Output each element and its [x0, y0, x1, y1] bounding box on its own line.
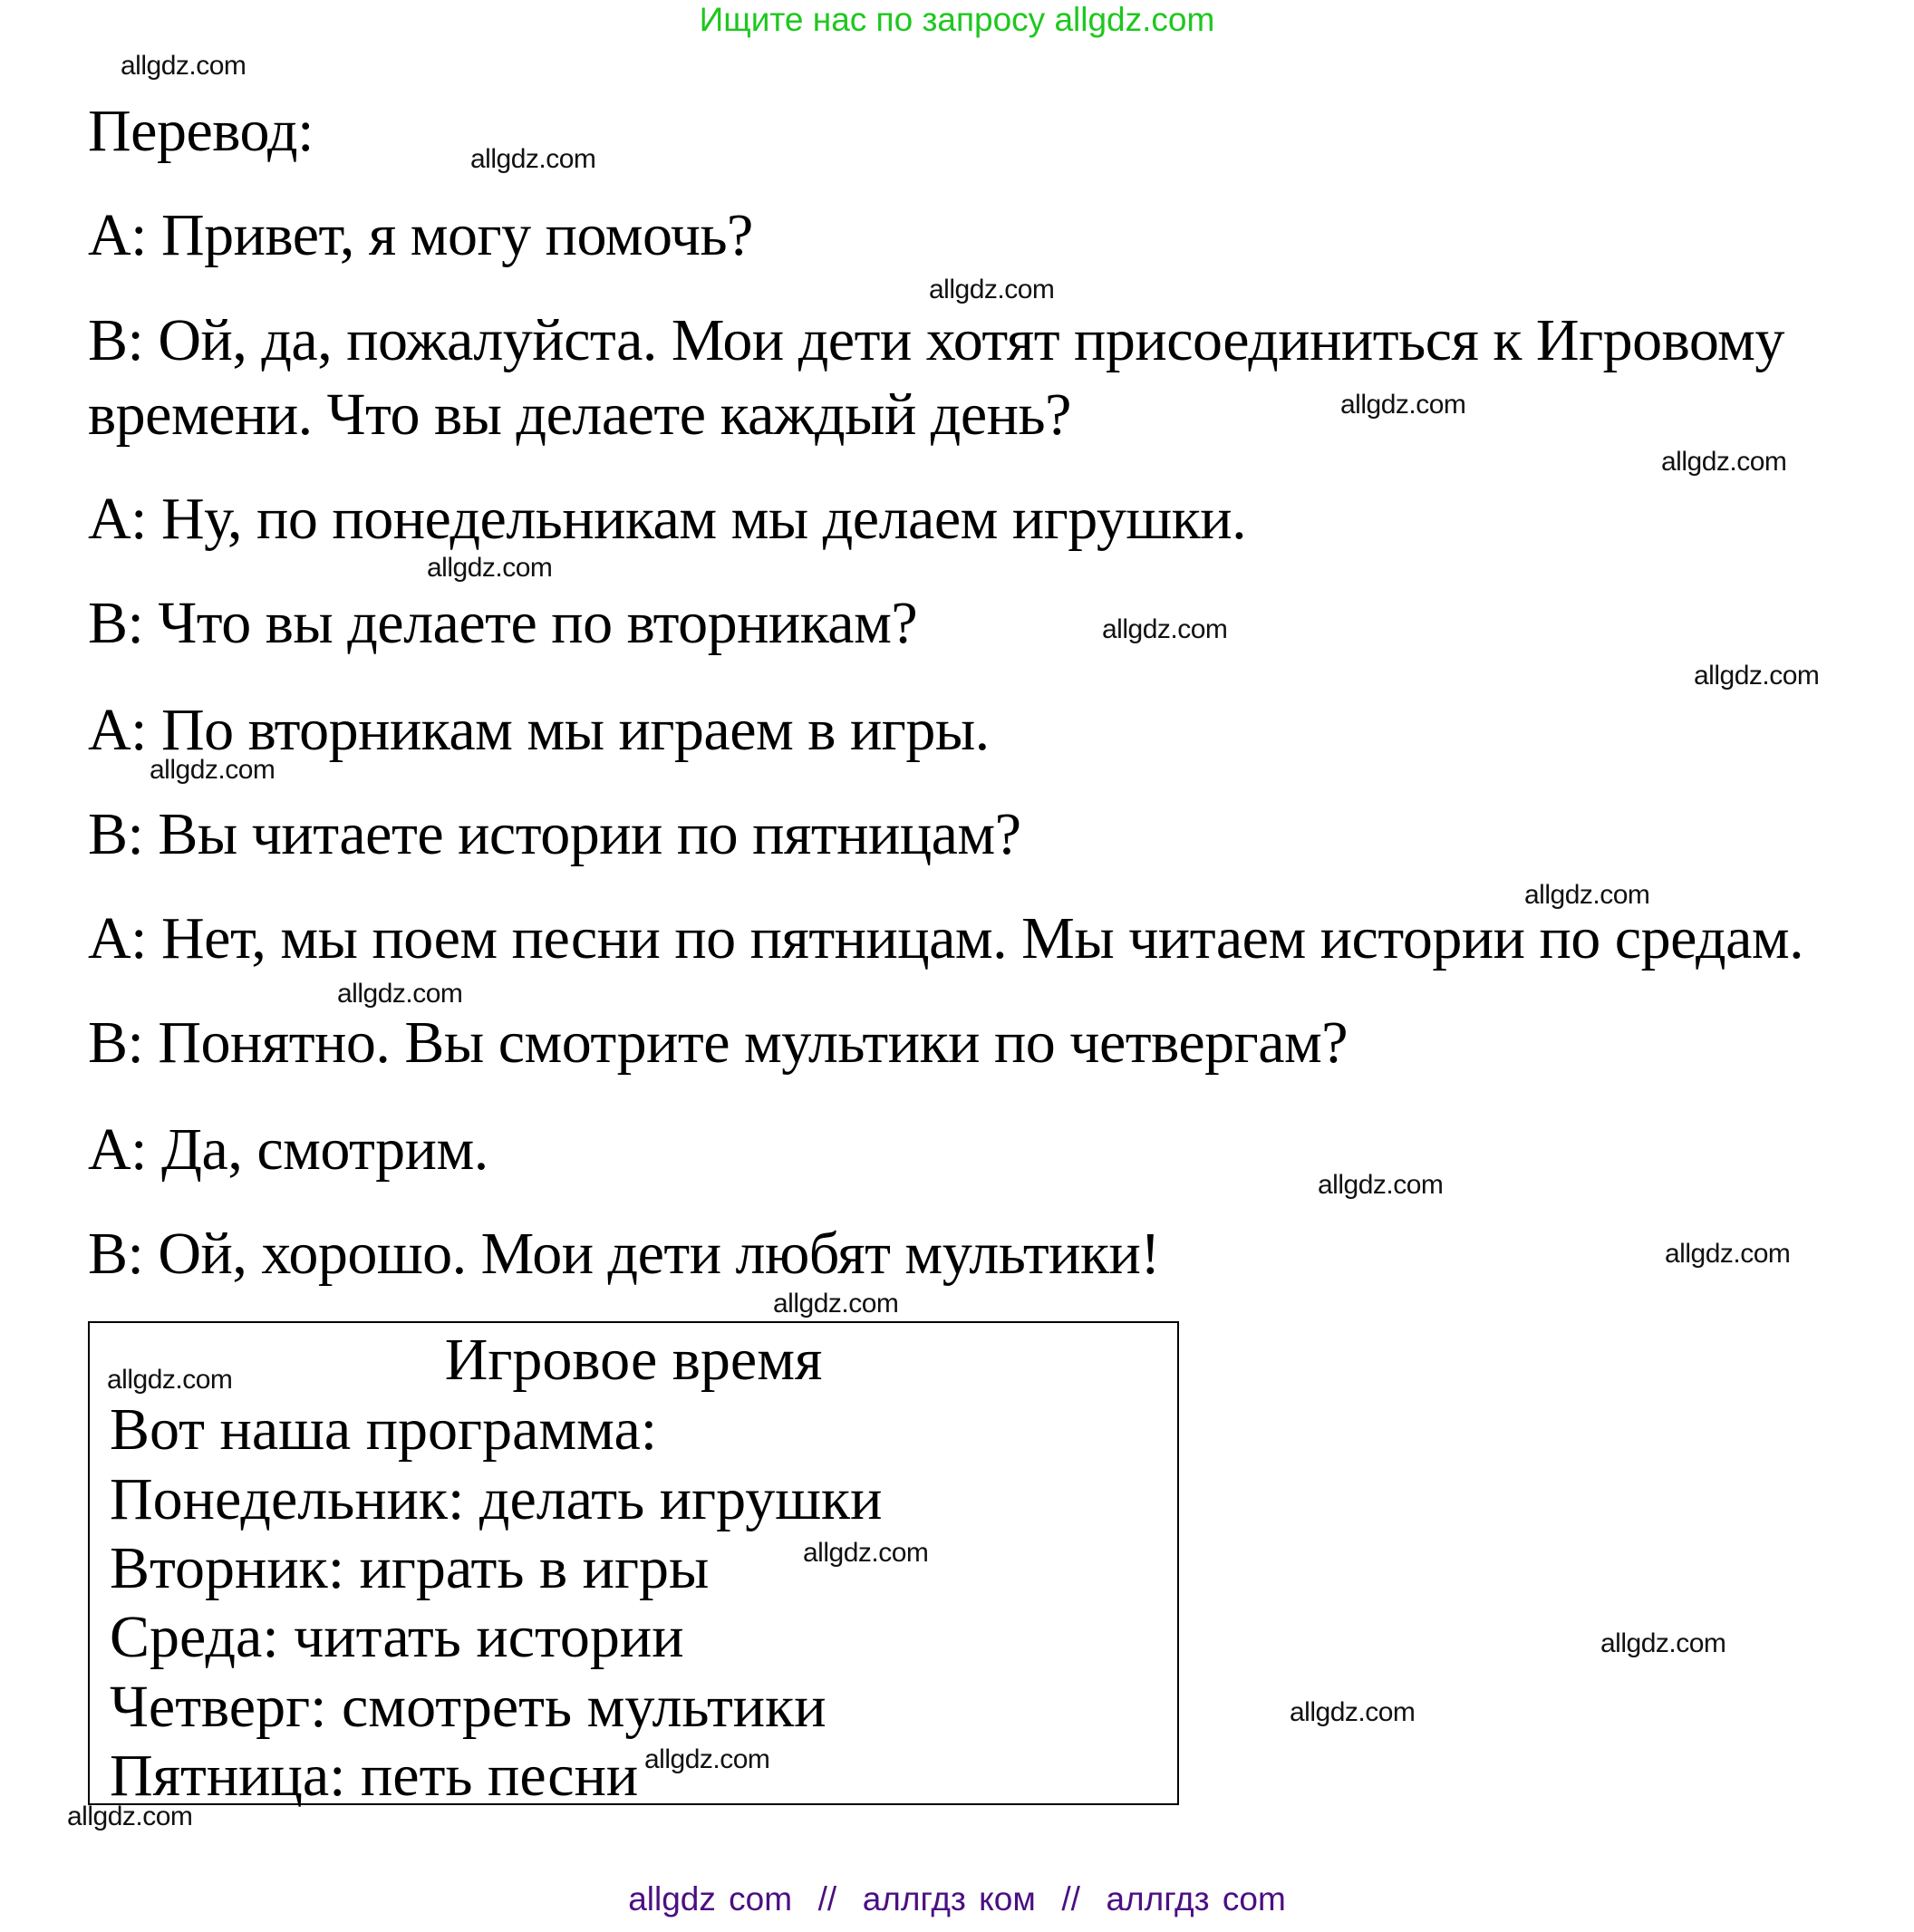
schedule-monday: Понедельник: делать игрушки [110, 1466, 883, 1532]
watermark: allgdz.com [1340, 390, 1466, 420]
watermark: allgdz.com [427, 553, 553, 583]
watermark: allgdz.com [929, 275, 1055, 304]
watermark: allgdz.com [1661, 447, 1787, 477]
watermark: allgdz.com [337, 979, 463, 1009]
watermark: allgdz.com [1524, 880, 1650, 910]
dialogue-line-2: B: Ой, да, пожалуйста. Мои дети хотят присоединиться к Игровому [88, 307, 1784, 373]
dialogue-line-10: B: Ой, хорошо. Мои дети любят мультики! [88, 1221, 1160, 1287]
watermark: allgdz.com [107, 1365, 233, 1395]
dialogue-line-2-cont: времени. Что вы делаете каждый день? [88, 382, 1071, 448]
page-title: Перевод: [88, 98, 314, 164]
schedule-friday: Пятница: петь песни [110, 1743, 639, 1809]
footer-links: allgdz com // аллгдз ком // аллгдз com [628, 1880, 1286, 1918]
watermark: allgdz.com [1102, 614, 1228, 644]
dialogue-line-8: B: Понятно. Вы смотрите мультики по четвергам? [88, 1009, 1348, 1076]
dialogue-line-3: A: Ну, по понедельникам мы делаем игрушки. [88, 486, 1247, 552]
dialogue-line-6: B: Вы читаете истории по пятницам? [88, 801, 1021, 867]
schedule-title: Игровое время [444, 1327, 823, 1393]
watermark: allgdz.com [1665, 1239, 1791, 1269]
watermark: allgdz.com [1694, 661, 1820, 691]
dialogue-line-1: A: Привет, я могу помочь? [88, 202, 753, 268]
watermark: allgdz.com [150, 755, 276, 785]
schedule-box [88, 1321, 1179, 1809]
watermark: allgdz.com [803, 1538, 929, 1568]
watermark: allgdz.com [67, 1802, 193, 1831]
dialogue-line-9: A: Да, смотрим. [88, 1116, 488, 1183]
watermark: allgdz.com [470, 144, 596, 174]
watermark: allgdz.com [644, 1744, 770, 1774]
search-banner: Ищите нас по запросу allgdz.com [699, 1, 1215, 38]
watermark: allgdz.com [121, 51, 246, 81]
watermark: allgdz.com [1290, 1697, 1416, 1727]
dialogue-line-5: A: По вторникам мы играем в игры. [88, 697, 990, 763]
schedule-intro: Вот наша программа: [110, 1396, 658, 1463]
watermark: allgdz.com [1318, 1170, 1444, 1200]
watermark: allgdz.com [1600, 1628, 1726, 1658]
schedule-wednesday: Среда: читать истории [110, 1604, 684, 1670]
watermark: allgdz.com [773, 1289, 899, 1319]
schedule-thursday: Четверг: смотреть мультики [110, 1674, 826, 1740]
dialogue-line-4: B: Что вы делаете по вторникам? [88, 590, 918, 656]
dialogue-line-7: A: Нет, мы поем песни по пятницам. Мы читаем истории по средам. [88, 905, 1804, 971]
schedule-tuesday: Вторник: играть в игры [110, 1535, 710, 1601]
